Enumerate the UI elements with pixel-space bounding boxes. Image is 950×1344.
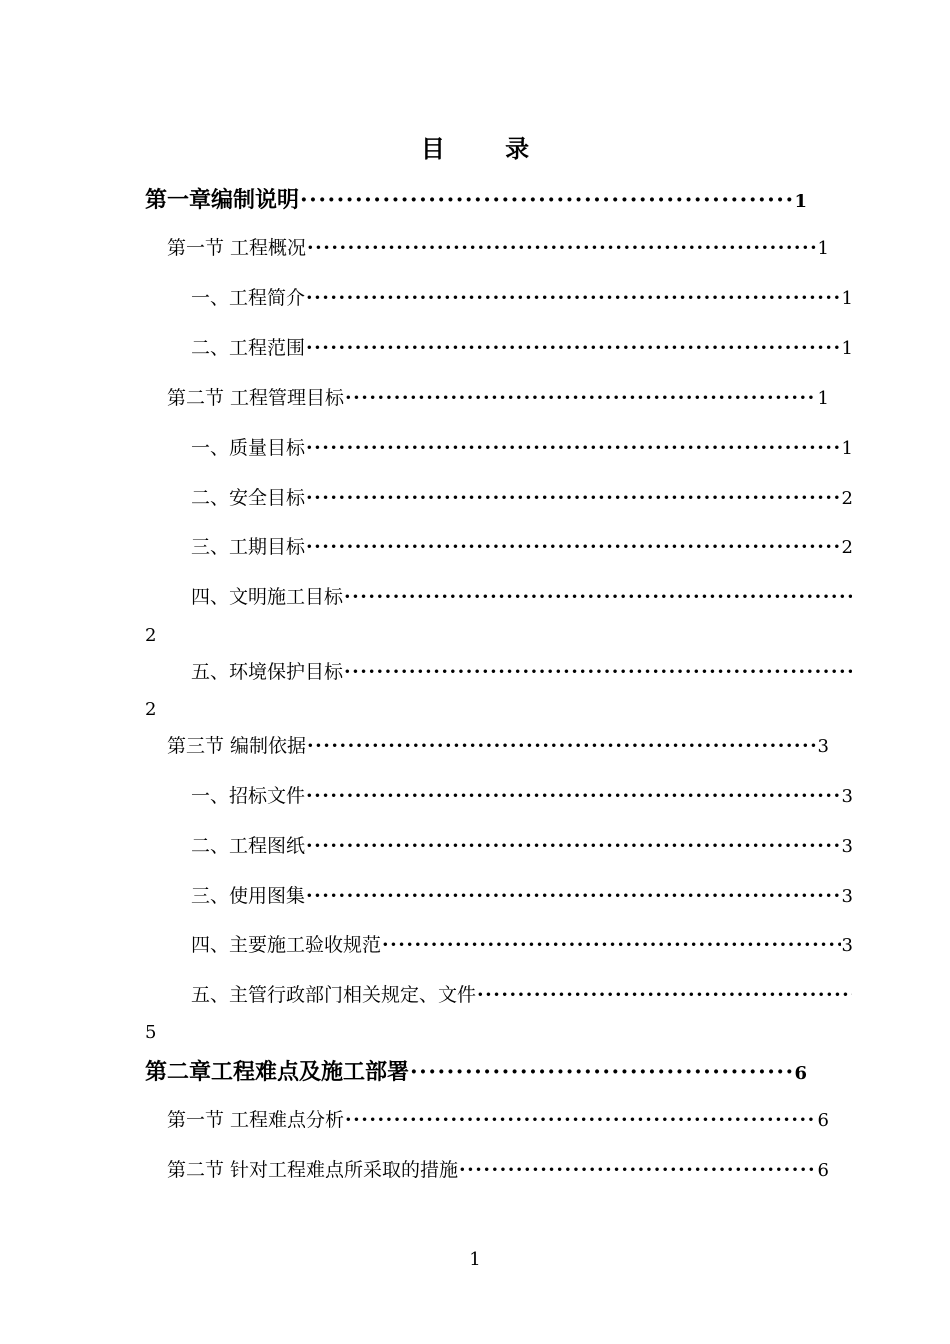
toc-title: 目 录 <box>420 134 556 163</box>
dot-leader <box>382 934 841 956</box>
dot-leader <box>306 337 841 359</box>
toc-entry-page: 6 <box>817 1160 829 1181</box>
toc-entry-label: 一、工程简介 <box>191 287 306 309</box>
page-number: 1 <box>469 1249 481 1270</box>
toc-entry-item[interactable] <box>145 980 853 1014</box>
dot-leader <box>477 984 852 1006</box>
toc-entry-page: 1 <box>841 338 853 359</box>
toc-entry-page: 3 <box>841 886 853 907</box>
toc-entry-page-wrapped: 2 <box>145 625 157 646</box>
dot-leader <box>345 387 817 409</box>
toc-entry-page: 1 <box>841 438 853 459</box>
toc-entry-label: 第二章工程难点及施工部署 <box>145 1059 410 1085</box>
toc-entry-label: 第一节 工程概况 <box>167 237 307 259</box>
toc-entry-label: 二、工程范围 <box>191 337 306 359</box>
toc-entry-page: 3 <box>841 786 853 807</box>
toc-entry-section[interactable] <box>145 731 829 765</box>
toc-entry-page-wrapped: 5 <box>145 1022 157 1043</box>
toc-entry-page: 1 <box>817 388 829 409</box>
toc-entry-label: 第三节 编制依据 <box>167 735 307 757</box>
toc-entry-page: 6 <box>794 1063 807 1084</box>
toc-entry-label: 第二节 工程管理目标 <box>167 387 345 409</box>
dot-leader <box>306 487 841 509</box>
toc-entry-label: 第一章编制说明 <box>145 187 300 213</box>
toc-entry-label: 第二节 针对工程难点所采取的措施 <box>167 1159 459 1181</box>
toc-entry-page: 3 <box>841 836 853 857</box>
toc-entry-chapter[interactable] <box>145 183 807 217</box>
toc-entry-label: 四、主要施工验收规范 <box>191 934 382 956</box>
toc-entry-label: 第一节 工程难点分析 <box>167 1109 345 1131</box>
toc-entry-page: 1 <box>817 238 829 259</box>
dot-leader <box>307 237 817 259</box>
toc-entry-chapter[interactable] <box>145 1055 807 1089</box>
toc-entry-section[interactable] <box>145 233 829 267</box>
toc-entry-label: 五、环境保护目标 <box>191 661 344 683</box>
toc-entry-label: 五、主管行政部门相关规定、文件 <box>191 984 477 1006</box>
toc-entry-item[interactable] <box>145 582 853 616</box>
toc-entry-item[interactable] <box>145 781 853 815</box>
toc-entry-label: 三、使用图集 <box>191 885 306 907</box>
toc-entry-item[interactable] <box>145 532 853 566</box>
toc-entry-section[interactable] <box>145 1155 829 1189</box>
toc-entry-item[interactable] <box>145 881 853 915</box>
dot-leader <box>306 785 841 807</box>
dot-leader <box>344 661 852 683</box>
toc-entry-item[interactable] <box>145 333 853 367</box>
toc-entry-label: 一、质量目标 <box>191 437 306 459</box>
toc-entry-page: 6 <box>817 1110 829 1131</box>
dot-leader <box>306 835 841 857</box>
dot-leader <box>306 536 841 558</box>
toc-entry-label: 三、工期目标 <box>191 536 306 558</box>
toc-entry-item[interactable] <box>145 657 853 691</box>
toc-entry-section[interactable] <box>145 383 829 417</box>
toc-entry-item[interactable] <box>145 831 853 865</box>
dot-leader <box>306 437 841 459</box>
dot-leader <box>345 1109 817 1131</box>
toc-entry-item[interactable] <box>145 433 853 467</box>
dot-leader <box>307 735 817 757</box>
toc-entry-item[interactable] <box>145 930 853 964</box>
dot-leader <box>410 1059 793 1085</box>
toc-entry-page: 2 <box>841 537 853 558</box>
toc-entry-label: 一、招标文件 <box>191 785 306 807</box>
dot-leader <box>306 885 841 907</box>
toc-entry-page: 3 <box>841 935 853 956</box>
dot-leader <box>459 1159 817 1181</box>
toc-entry-page-wrapped: 2 <box>145 699 157 720</box>
toc-entry-label: 二、工程图纸 <box>191 835 306 857</box>
toc-entry-item[interactable] <box>145 483 853 517</box>
toc-entry-section[interactable] <box>145 1105 829 1139</box>
toc-entry-page: 1 <box>841 288 853 309</box>
toc-entry-page: 2 <box>841 488 853 509</box>
dot-leader <box>344 586 852 608</box>
dot-leader <box>300 187 793 213</box>
dot-leader <box>306 287 841 309</box>
toc-entry-page: 1 <box>794 191 807 212</box>
toc-entry-page: 3 <box>817 736 829 757</box>
toc-entry-label: 二、安全目标 <box>191 487 306 509</box>
toc-entry-item[interactable] <box>145 283 853 317</box>
toc-entry-label: 四、文明施工目标 <box>191 586 344 608</box>
